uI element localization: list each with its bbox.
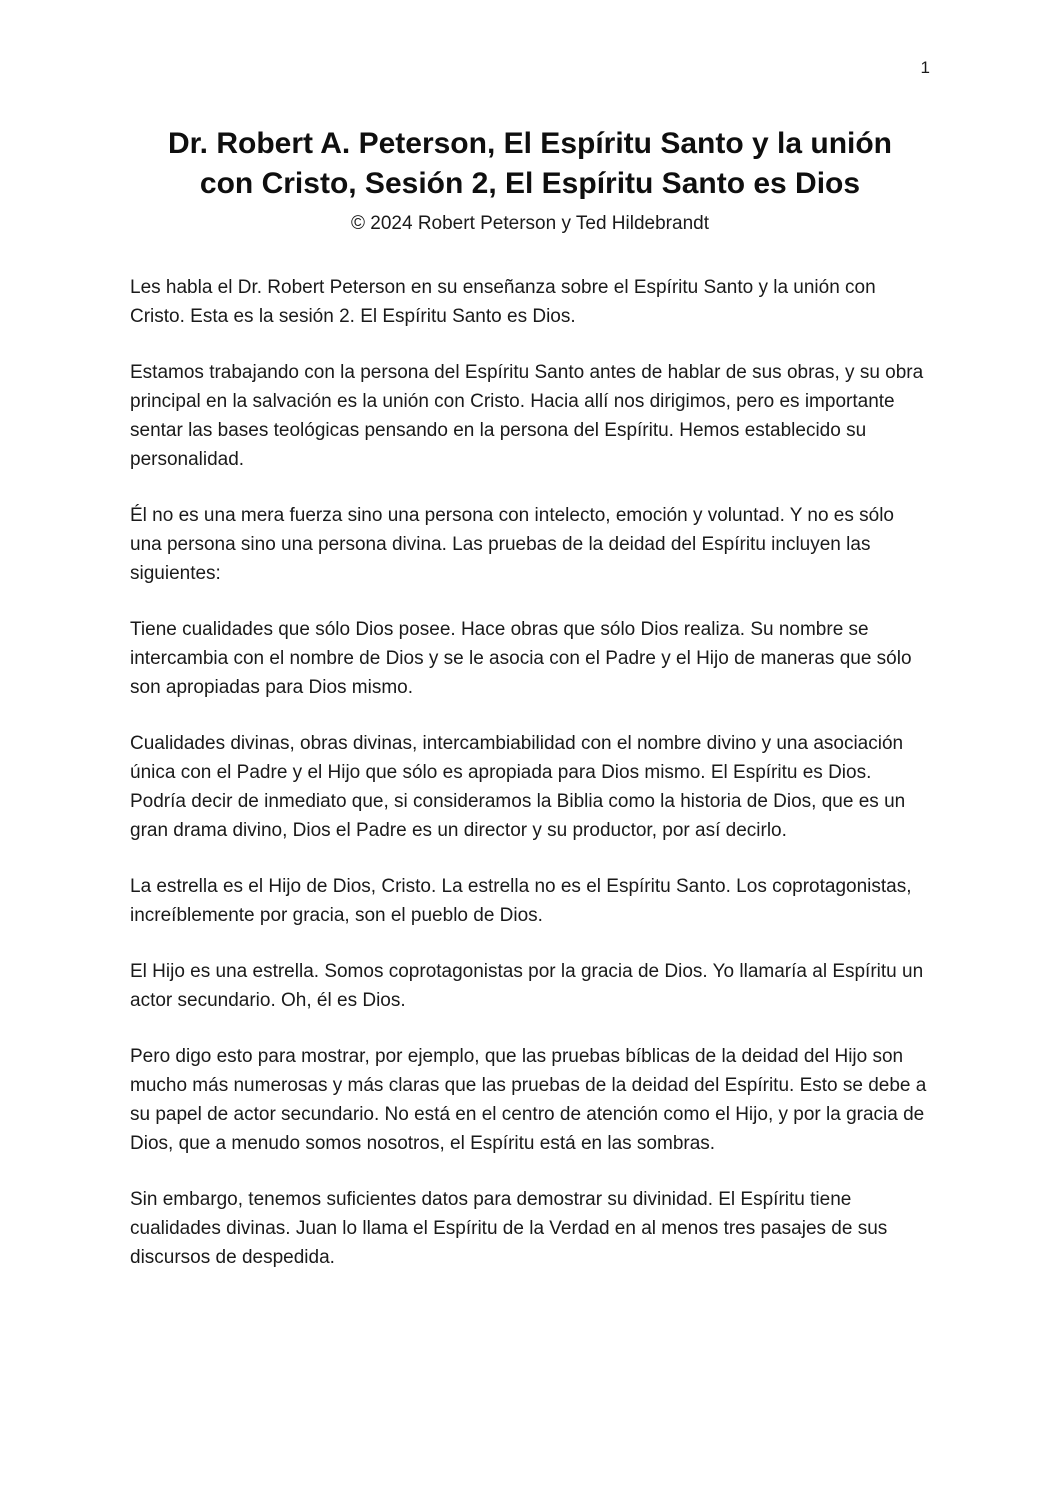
paragraph: La estrella es el Hijo de Dios, Cristo. La estrella no es el Espíritu Santo. Los coprotagonistas, increíblemente por gracia, son el pueblo de Dios. [130, 875, 912, 926]
document-title-line-1: Dr. Robert A. Peterson, El Espíritu Santo y la unión [168, 127, 892, 161]
page-number: 1 [920, 58, 930, 77]
copyright-line: © 2024 Robert Peterson y Ted Hildebrandt [351, 213, 709, 235]
paragraph: Cualidades divinas, obras divinas, intercambiabilidad con el nombre divino y una asociación única con el Padre y el Hijo que sólo es apropiada para Dios mismo. El Espíritu es Dios. Podría decir de inmediato que, si consideramos la Biblia como la historia de Dios, que es un gran drama divino, Dios el Padre es un director y su productor, por así decirlo. [130, 732, 906, 841]
paragraph: Tiene cualidades que sólo Dios posee. Hace obras que sólo Dios realiza. Su nombre se intercambia con el nombre de Dios y se le asocia con el Padre y el Hijo de maneras que sólo son apropiadas para Dios mismo. [130, 618, 912, 698]
paragraph: Les habla el Dr. Robert Peterson en su enseñanza sobre el Espíritu Santo y la unión con Cristo. Esta es la sesión 2. El Espíritu Santo es Dios. [130, 276, 876, 327]
paragraph: Pero digo esto para mostrar, por ejemplo, que las pruebas bíblicas de la deidad del Hijo son mucho más numerosas y más claras que las pruebas de la deidad del Espíritu. Esto se debe a su papel de actor secundario. No está en el centro de atención como el Hijo, y por la gracia de Dios, que a menudo somos nosotros, el Espíritu está en las sombras. [130, 1045, 927, 1154]
paragraph: Estamos trabajando con la persona del Espíritu Santo antes de hablar de sus obras, y su obra principal en la salvación es la unión con Cristo. Hacia allí nos dirigimos, pero es importante sentar las bases teológicas pensando en la persona del Espíritu. Hemos establecido su personalidad. [130, 361, 924, 470]
document-body [130, 273, 930, 1272]
paragraph: Él no es una mera fuerza sino una persona con intelecto, emoción y voluntad. Y no es sólo una persona sino una persona divina. Las pruebas de la deidad del Espíritu incluyen las siguientes: [130, 504, 894, 584]
document-title [130, 124, 930, 204]
document-title-line-2: con Cristo, Sesión 2, El Espíritu Santo es Dios [199, 167, 861, 201]
paragraph: Sin embargo, tenemos suficientes datos para demostrar su divinidad. El Espíritu tiene cualidades divinas. Juan lo llama el Espíritu de la Verdad en al menos tres pasajes de sus discursos de despedida. [130, 1188, 888, 1268]
paragraph: El Hijo es una estrella. Somos coprotagonistas por la gracia de Dios. Yo llamaría al Espíritu un actor secundario. Oh, él es Dios. [130, 960, 924, 1011]
